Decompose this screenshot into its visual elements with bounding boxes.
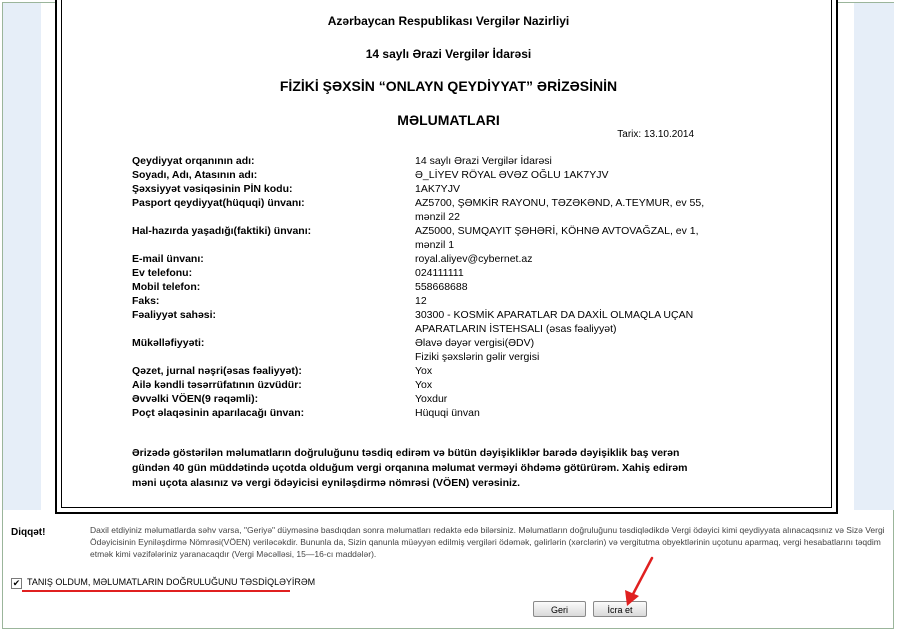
field-value: royal.aliyev@cybernet.az <box>415 253 533 265</box>
confirm-checkbox-label[interactable]: TANIŞ OLDUM, MƏLUMATLARIN DOĞRULUĞUNU TƏSDİQLƏYİRƏM <box>27 577 316 587</box>
document-title-line2: MƏLUMATLARI <box>397 112 500 128</box>
field-label: E-mail ünvanı: <box>132 253 204 265</box>
field-label: Ailə kəndli təsərrüfatının üzvüdür: <box>132 379 302 391</box>
field-value: 558668688 <box>415 281 468 293</box>
ministry-title: Azərbaycan Respublikası Vergilər Nazirliyi <box>327 14 570 28</box>
document-date: Tarix: 13.10.2014 <box>617 129 694 140</box>
field-value: AZ5000, SUMQAYIT ŞƏHƏRİ, KÖHNƏ AVTOVAĞZAL, ev 1, mənzil 1 <box>415 225 699 251</box>
field-value: Yoxdur <box>415 393 448 405</box>
field-label: Fəaliyyət sahəsi: <box>132 309 217 321</box>
field-label: Soyadı, Adı, Atasının adı: <box>132 169 258 181</box>
field-value: 14 saylı Ərazi Vergilər İdarəsi <box>415 155 552 167</box>
notice-text: Daxil etdiyiniz məlumatlarda səhv varsa, "Geriyə" düyməsinə basdıqdan sonra məlumatları redaktə edə bilərsiniz. Məlumatların doğruluğunu təsdiqlədikdə Vergi ödəyici kimi qeydiyyata alınacaqsınız və Sizə Vergi Ödəyicisinin Eyniləşdirmə Nömrəsi(VÖEN) veriləcəkdir. Bununla da, Sizin qanunla müəyyən edilmiş vergiləri ödəmək, gəlirlərin (xərclərin) və vergitutma obyektlərinin uçotunu aparmaq, vergi hesabatlarını təqdim etmək kimi vəzifələriniz yaranacaqdır (Vergi Məcəlləsi, 15—16-cı maddələr). <box>90 525 885 559</box>
field-label: Mobil telefon: <box>132 281 201 293</box>
back-button[interactable]: Geri <box>533 601 586 617</box>
field-label: Şəxsiyyət vəsiqəsinin PİN kodu: <box>132 183 293 195</box>
field-value: Ə_LİYEV RÖYAL ƏVƏZ OĞLU 1AK7YJV <box>415 169 609 181</box>
red-arrow-icon <box>620 556 660 608</box>
field-label: Pasport qeydiyyat(hüquqi) ünvanı: <box>132 197 305 209</box>
application-document <box>55 0 838 514</box>
field-value: 1AK7YJV <box>415 183 460 195</box>
field-value: AZ5700, ŞƏMKİR RAYONU, TƏZƏKƏND, A.TEYMUR, ev 55, mənzil 22 <box>415 197 705 223</box>
field-label: Əvvəlki VÖEN(9 rəqəmli): <box>132 393 259 405</box>
field-label: Qəzet, jurnal nəşri(əsas fəaliyyət): <box>132 365 302 377</box>
field-label: Mükəlləfiyyəti: <box>132 337 205 349</box>
field-label: Qeydiyyat orqanının adı: <box>132 155 255 167</box>
notice-label: Diqqət! <box>11 527 46 538</box>
field-value: Hüquqi ünvan <box>415 407 480 419</box>
declaration-text: Ərizədə göstərilən məlumatların doğruluğunu təsdiq edirəm və bütün dəyişikliklər barədə dəyişiklik baş verən gündən 40 gün müddətində uçotda olduğum vergi orqanına məlumat verməyi öhdəmə götürürəm. Xahiş edirəm məni uçota alasınız və vergi ödəyicisi eyniləşdirmə nömrəsi (VÖEN) verəsiniz. <box>132 447 688 489</box>
field-value: Yox <box>415 365 433 377</box>
field-value: Fiziki şəxslərin gəlir vergisi <box>415 351 540 363</box>
office-title: 14 saylı Ərazi Vergilər İdarəsi <box>365 47 532 61</box>
field-label: Hal-hazırda yaşadığı(faktiki) ünvanı: <box>132 225 312 237</box>
field-label: Ev telefonu: <box>132 267 193 279</box>
field-value: 024111111 <box>415 267 464 279</box>
confirm-checkbox[interactable]: ✔ <box>12 578 21 588</box>
right-side-panel <box>854 3 894 510</box>
field-value: 12 <box>415 295 427 307</box>
left-side-panel <box>3 3 41 510</box>
submit-button[interactable]: İcra et <box>593 601 647 617</box>
field-value: Yox <box>415 379 433 391</box>
document-title-line1: FİZİKİ ŞƏXSİN “ONLAYN QEYDİYYAT” ƏRİZƏSİNİN <box>279 78 618 94</box>
field-value: 30300 - KOSMİK APARATLAR DA DAXİL OLMAQLA UÇAN APARATLARIN İSTEHSALI (əsas fəaliyyət) <box>415 309 694 335</box>
field-value: Əlavə dəyər vergisi(ƏDV) <box>415 337 535 349</box>
field-label: Poçt əlaqəsinin aparılacağı ünvan: <box>132 407 305 419</box>
field-label: Faks: <box>132 295 160 307</box>
red-annotation-underline <box>22 590 290 592</box>
